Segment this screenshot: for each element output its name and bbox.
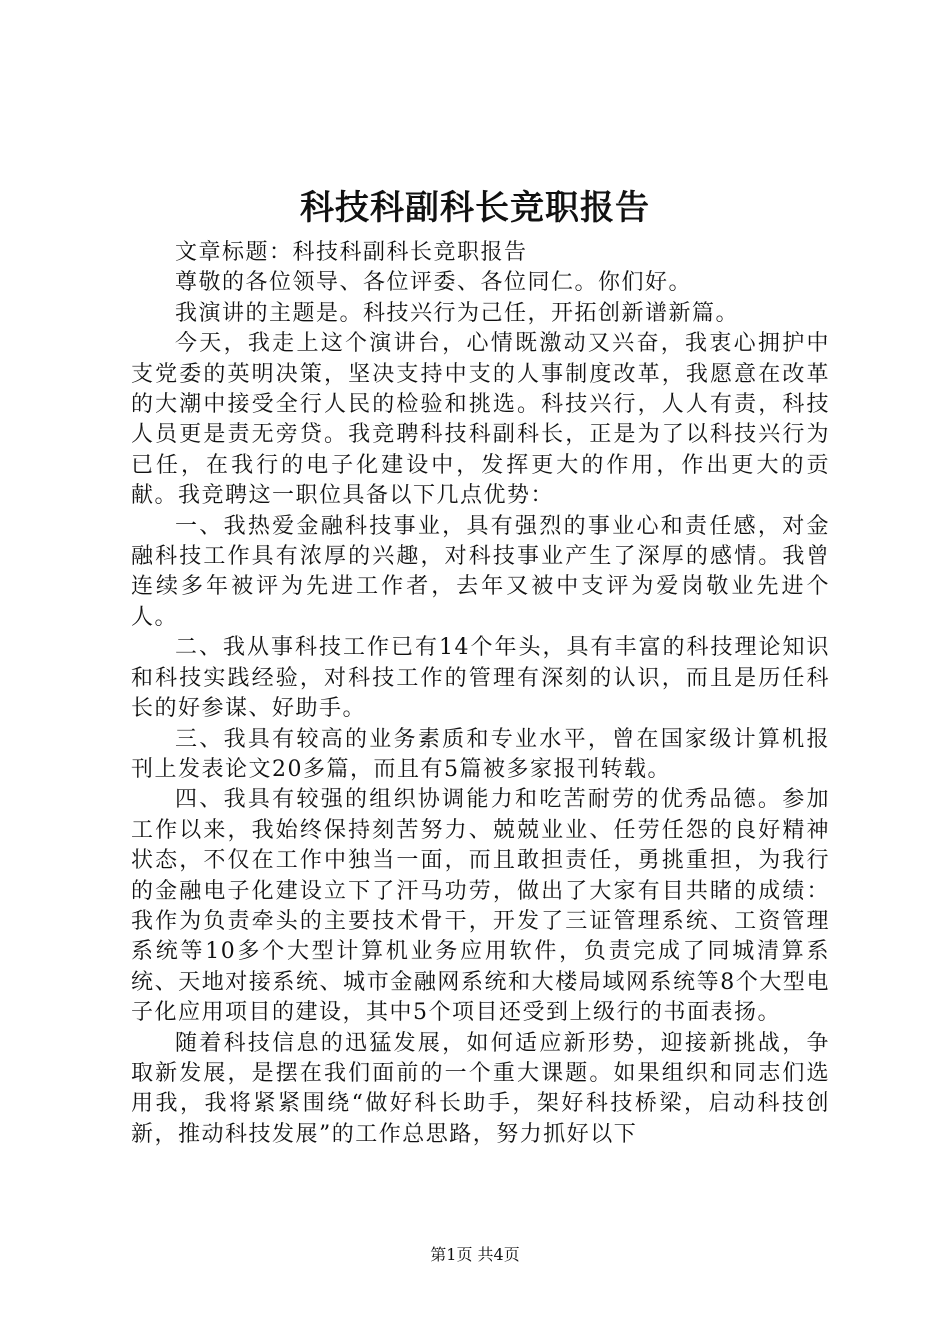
paragraph-point-3: 三、我具有较高的业务素质和专业水平，曾在国家级计算机报刊上发表论文20多篇，而且有5篇被多家报刊转载。 — [131, 726, 830, 782]
paragraph-article-title: 文章标题：科技科副科长竞职报告 — [175, 240, 528, 265]
paragraph-outlook: 随着科技信息的迅猛发展，如何适应新形势，迎接新挑战，争取新发展，是摆在我们面前的一个重大课题。如果组织和同志们选用我，我将紧紧围绕“做好科长助手，架好科技桥梁，启动科技创新，推动科技发展”的工作总思路，努力抓好以下 — [131, 1030, 830, 1147]
paragraph-intro: 今天，我走上这个演讲台，心情既激动又兴奋，我衷心拥护中支党委的英明决策，坚决支持中支的人事制度改革，我愿意在改革的大潮中接受全行人民的检验和挑选。科技兴行，人人有责，科技人员更是责无旁贷。我竞聘科技科副科长，正是为了以科技兴行为已任，在我行的电子化建设中，发挥更大的作用，作出更大的贡献。我竞聘这一职位具备以下几点优势： — [131, 331, 830, 509]
paragraph-greeting: 尊敬的各位领导、各位评委、各位同仁。你们好。 — [175, 270, 693, 296]
paragraph-point-1: 一、我热爱金融科技事业，具有强烈的事业心和责任感，对金融科技工作具有浓厚的兴趣，对科技事业产生了深厚的感情。我曾连续多年被评为先进工作者，去年又被中支评为爱岗敬业先进个人。 — [131, 513, 830, 630]
document-body — [131, 238, 830, 1150]
paragraph-point-4: 四、我具有较强的组织协调能力和吃苦耐劳的优秀品德。参加工作以来，我始终保持刻苦努力、兢兢业业、任劳任怨的良好精神状态，不仅在工作中独当一面，而且敢担责任，勇挑重担，为我行的金融电子化建设立下了汗马功劳，做出了大家有目共睹的成绩：我作为负责牵头的主要技术骨干，开发了三证管理系统、工资管理系统等10多个大型计算机业务应用软件，负责完成了同城清算系统、天地对接系统、城市金融网系统和大楼局域网系统等8个大型电子化应用项目的建设，其中5个项目还受到上级行的书面表扬。 — [131, 787, 830, 1026]
document-title: 科技科副科长竞职报告 — [300, 188, 650, 228]
page-number-footer: 第1页 共4页 — [430, 1245, 520, 1264]
paragraph-point-2: 二、我从事科技工作已有14个年头，具有丰富的科技理论知识和科技实践经验，对科技工作的管理有深刻的认识，而且是历任科长的好参谋、好助手。 — [131, 635, 830, 722]
paragraph-theme: 我演讲的主题是。科技兴行为己任，开拓创新谱新篇。 — [175, 300, 740, 326]
